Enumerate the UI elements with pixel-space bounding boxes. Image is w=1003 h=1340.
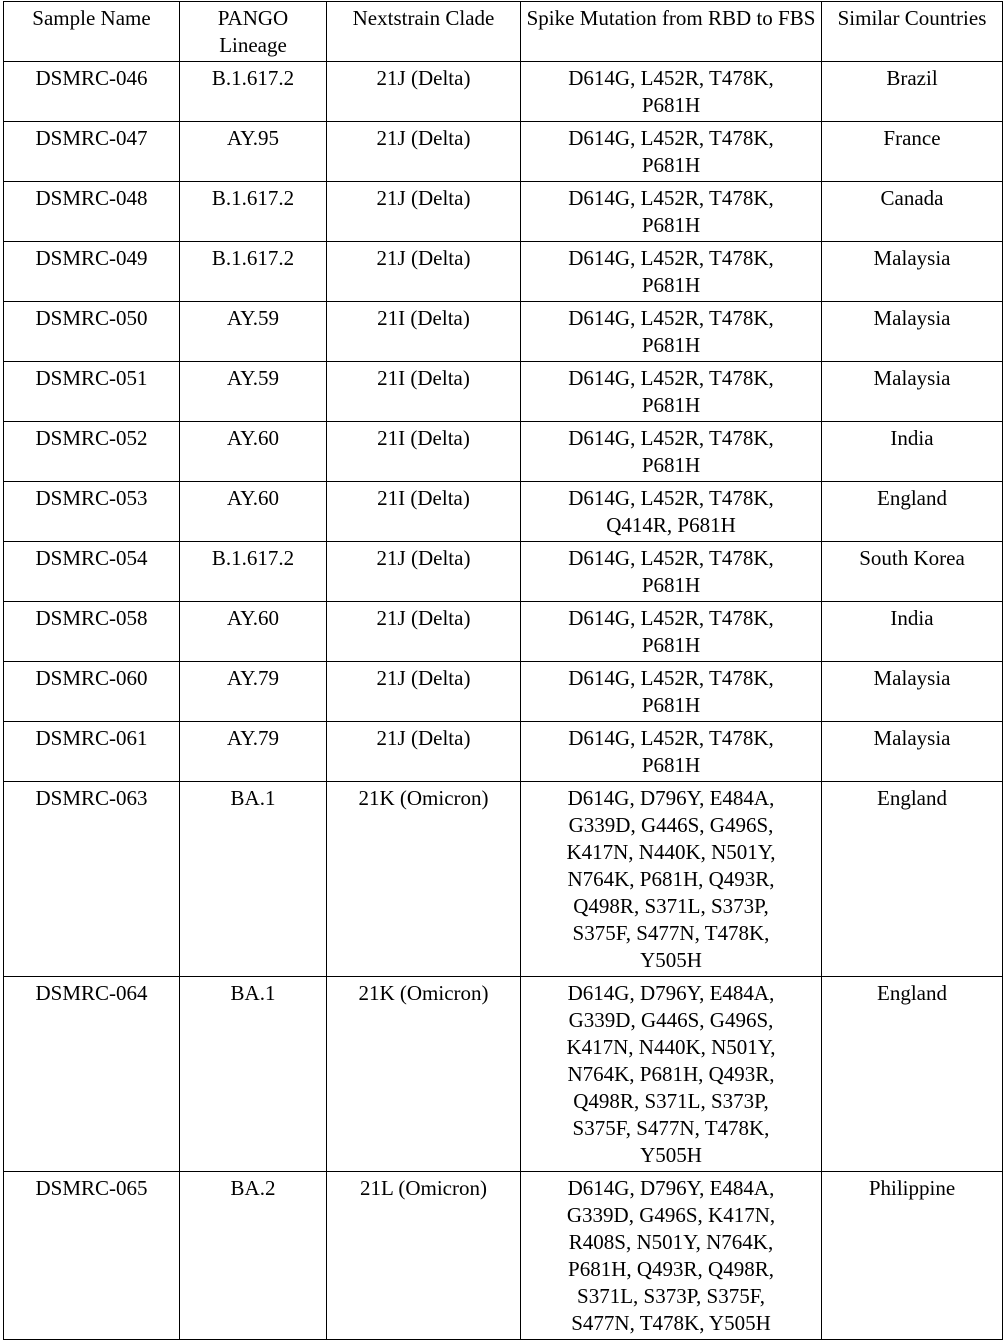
header-sample-name — [4, 2, 180, 62]
similar-countries-cell — [822, 182, 1003, 242]
table-row — [4, 782, 1003, 977]
spike-mutation-cell — [521, 362, 822, 422]
table-row — [4, 242, 1003, 302]
sample-name-cell — [4, 722, 180, 782]
cell-text: D614G, L452R, T478K, P681H — [568, 306, 774, 357]
table-row — [4, 362, 1003, 422]
cell-text: D614G, L452R, T478K, P681H — [568, 726, 774, 777]
cell-text: D614G, D796Y, E484A, G339D, G446S, G496S, K417N, N440K, N501Y, N764K, P681H, Q493R, Q498R, S371L, S373P, S375F, S477N, T478K, Y505H — [566, 981, 776, 1167]
sample-name-cell — [4, 977, 180, 1172]
sample-name-cell — [4, 602, 180, 662]
similar-countries-cell — [822, 422, 1003, 482]
similar-countries-cell — [822, 662, 1003, 722]
table-row — [4, 662, 1003, 722]
spike-mutation-cell — [521, 422, 822, 482]
cell-text: Malaysia — [873, 366, 951, 390]
cell-text: 21L (Omicron) — [360, 1176, 487, 1200]
pango-lineage-cell — [180, 662, 327, 722]
table-row — [4, 977, 1003, 1172]
spike-mutation-cell — [521, 662, 822, 722]
similar-countries-cell — [822, 362, 1003, 422]
pango-lineage-cell — [180, 602, 327, 662]
pango-lineage-cell — [180, 482, 327, 542]
cell-text: Brazil — [886, 66, 938, 90]
cell-text: 21I (Delta) — [377, 426, 470, 450]
mutation-table — [3, 1, 1003, 1340]
cell-text: Malaysia — [873, 306, 951, 330]
cell-text: DSMRC-065 — [35, 1176, 148, 1200]
cell-text: D614G, L452R, T478K, P681H — [568, 426, 774, 477]
header-similar-countries — [822, 2, 1003, 62]
nextstrain-clade-cell — [327, 302, 521, 362]
cell-text: D614G, L452R, T478K, P681H — [568, 606, 774, 657]
sample-name-cell — [4, 482, 180, 542]
sample-name-cell — [4, 182, 180, 242]
sample-name-cell — [4, 302, 180, 362]
cell-text: 21K (Omicron) — [358, 981, 489, 1005]
cell-text: 21I (Delta) — [377, 366, 470, 390]
table-row — [4, 542, 1003, 602]
table-row — [4, 722, 1003, 782]
pango-lineage-cell — [180, 182, 327, 242]
spike-mutation-cell — [521, 602, 822, 662]
similar-countries-cell — [822, 242, 1003, 302]
pango-lineage-cell — [180, 542, 327, 602]
cell-text: DSMRC-049 — [35, 246, 148, 270]
cell-text: DSMRC-058 — [35, 606, 148, 630]
pango-lineage-cell — [180, 722, 327, 782]
table-row — [4, 422, 1003, 482]
header-spike-mutation — [521, 2, 822, 62]
sample-name-cell — [4, 362, 180, 422]
cell-text: DSMRC-050 — [35, 306, 148, 330]
cell-text: D614G, L452R, T478K, P681H — [568, 126, 774, 177]
spike-mutation-cell — [521, 242, 822, 302]
nextstrain-clade-cell — [327, 62, 521, 122]
similar-countries-cell — [822, 122, 1003, 182]
nextstrain-clade-cell — [327, 977, 521, 1172]
cell-text: DSMRC-047 — [35, 126, 148, 150]
similar-countries-cell — [822, 977, 1003, 1172]
similar-countries-cell — [822, 782, 1003, 977]
cell-text: 21J (Delta) — [376, 606, 471, 630]
cell-text: AY.59 — [227, 306, 279, 330]
cell-text: AY.79 — [227, 666, 279, 690]
cell-text: AY.59 — [227, 366, 279, 390]
spike-mutation-cell — [521, 722, 822, 782]
cell-text: DSMRC-060 — [35, 666, 148, 690]
similar-countries-cell — [822, 602, 1003, 662]
spike-mutation-cell — [521, 482, 822, 542]
cell-text: BA.1 — [230, 981, 276, 1005]
header-pango-lineage — [180, 2, 327, 62]
cell-text: 21J (Delta) — [376, 66, 471, 90]
cell-text: B.1.617.2 — [211, 186, 295, 210]
header-label: Sample Name — [32, 6, 151, 30]
pango-lineage-cell — [180, 242, 327, 302]
pango-lineage-cell — [180, 1172, 327, 1340]
similar-countries-cell — [822, 722, 1003, 782]
cell-text: D614G, L452R, T478K, P681H — [568, 246, 774, 297]
cell-text: Malaysia — [873, 246, 951, 270]
nextstrain-clade-cell — [327, 242, 521, 302]
cell-text: BA.1 — [230, 786, 276, 810]
cell-text: 21J (Delta) — [376, 666, 471, 690]
cell-text: India — [890, 426, 934, 450]
cell-text: 21I (Delta) — [377, 486, 470, 510]
cell-text: England — [877, 981, 947, 1005]
cell-text: D614G, L452R, T478K, P681H — [568, 366, 774, 417]
spike-mutation-cell — [521, 1172, 822, 1340]
nextstrain-clade-cell — [327, 662, 521, 722]
cell-text: 21J (Delta) — [376, 246, 471, 270]
table-row — [4, 482, 1003, 542]
cell-text: AY.60 — [227, 606, 279, 630]
spike-mutation-cell — [521, 977, 822, 1172]
table-row — [4, 1172, 1003, 1340]
cell-text: D614G, L452R, T478K, P681H — [568, 66, 774, 117]
pango-lineage-cell — [180, 782, 327, 977]
sample-name-cell — [4, 662, 180, 722]
header-label: Similar Countries — [837, 6, 987, 30]
similar-countries-cell — [822, 302, 1003, 362]
pango-lineage-cell — [180, 977, 327, 1172]
cell-text: Canada — [880, 186, 944, 210]
cell-text: DSMRC-046 — [35, 66, 148, 90]
sample-name-cell — [4, 122, 180, 182]
cell-text: 21J (Delta) — [376, 546, 471, 570]
cell-text: D614G, D796Y, E484A, G339D, G446S, G496S, K417N, N440K, N501Y, N764K, P681H, Q493R, Q498R, S371L, S373P, S375F, S477N, T478K, Y505H — [566, 786, 776, 972]
cell-text: DSMRC-054 — [35, 546, 148, 570]
table-row — [4, 602, 1003, 662]
similar-countries-cell — [822, 1172, 1003, 1340]
table-row — [4, 182, 1003, 242]
nextstrain-clade-cell — [327, 422, 521, 482]
cell-text: 21J (Delta) — [376, 126, 471, 150]
nextstrain-clade-cell — [327, 122, 521, 182]
cell-text: D614G, L452R, T478K, P681H — [568, 546, 774, 597]
header-label: PANGO Lineage — [217, 6, 289, 57]
table-row — [4, 62, 1003, 122]
pango-lineage-cell — [180, 302, 327, 362]
cell-text: Malaysia — [873, 666, 951, 690]
cell-text: Philippine — [868, 1176, 956, 1200]
header-label: Nextstrain Clade — [352, 6, 495, 30]
cell-text: England — [877, 486, 947, 510]
pango-lineage-cell — [180, 362, 327, 422]
spike-mutation-cell — [521, 182, 822, 242]
header-nextstrain-clade — [327, 2, 521, 62]
nextstrain-clade-cell — [327, 542, 521, 602]
cell-text: DSMRC-064 — [35, 981, 148, 1005]
spike-mutation-cell — [521, 302, 822, 362]
sample-name-cell — [4, 1172, 180, 1340]
cell-text: AY.79 — [227, 726, 279, 750]
cell-text: D614G, L452R, T478K, P681H — [568, 666, 774, 717]
spike-mutation-cell — [521, 62, 822, 122]
nextstrain-clade-cell — [327, 602, 521, 662]
cell-text: B.1.617.2 — [211, 66, 295, 90]
cell-text: D614G, D796Y, E484A, G339D, G496S, K417N, R408S, N501Y, N764K, P681H, Q493R, Q498R, S371L, S373P, S375F, S477N, T478K, Y505H — [566, 1176, 776, 1335]
similar-countries-cell — [822, 542, 1003, 602]
sample-name-cell — [4, 62, 180, 122]
cell-text: DSMRC-063 — [35, 786, 148, 810]
cell-text: Malaysia — [873, 726, 951, 750]
nextstrain-clade-cell — [327, 1172, 521, 1340]
cell-text: AY.60 — [227, 426, 279, 450]
cell-text: India — [890, 606, 934, 630]
nextstrain-clade-cell — [327, 722, 521, 782]
nextstrain-clade-cell — [327, 182, 521, 242]
cell-text: B.1.617.2 — [211, 546, 295, 570]
sample-name-cell — [4, 542, 180, 602]
sample-name-cell — [4, 422, 180, 482]
cell-text: AY.95 — [227, 126, 279, 150]
cell-text: DSMRC-053 — [35, 486, 148, 510]
table-row — [4, 122, 1003, 182]
cell-text: DSMRC-048 — [35, 186, 148, 210]
table-body — [4, 62, 1003, 1340]
similar-countries-cell — [822, 482, 1003, 542]
spike-mutation-cell — [521, 122, 822, 182]
cell-text: D614G, L452R, T478K, Q414R, P681H — [568, 486, 774, 537]
cell-text: South Korea — [859, 546, 965, 570]
pango-lineage-cell — [180, 422, 327, 482]
sample-name-cell — [4, 782, 180, 977]
cell-text: BA.2 — [230, 1176, 276, 1200]
cell-text: D614G, L452R, T478K, P681H — [568, 186, 774, 237]
cell-text: 21J (Delta) — [376, 186, 471, 210]
table-header — [4, 2, 1003, 62]
header-row — [4, 2, 1003, 62]
cell-text: DSMRC-052 — [35, 426, 148, 450]
cell-text: England — [877, 786, 947, 810]
pango-lineage-cell — [180, 122, 327, 182]
table-row — [4, 302, 1003, 362]
cell-text: 21I (Delta) — [377, 306, 470, 330]
sample-name-cell — [4, 242, 180, 302]
nextstrain-clade-cell — [327, 482, 521, 542]
nextstrain-clade-cell — [327, 362, 521, 422]
nextstrain-clade-cell — [327, 782, 521, 977]
spike-mutation-cell — [521, 782, 822, 977]
cell-text: DSMRC-061 — [35, 726, 148, 750]
similar-countries-cell — [822, 62, 1003, 122]
cell-text: B.1.617.2 — [211, 246, 295, 270]
spike-mutation-cell — [521, 542, 822, 602]
cell-text: 21J (Delta) — [376, 726, 471, 750]
cell-text: DSMRC-051 — [35, 366, 148, 390]
cell-text: AY.60 — [227, 486, 279, 510]
cell-text: France — [883, 126, 941, 150]
header-label: Spike Mutation from RBD to FBS — [526, 6, 816, 30]
pango-lineage-cell — [180, 62, 327, 122]
cell-text: 21K (Omicron) — [358, 786, 489, 810]
